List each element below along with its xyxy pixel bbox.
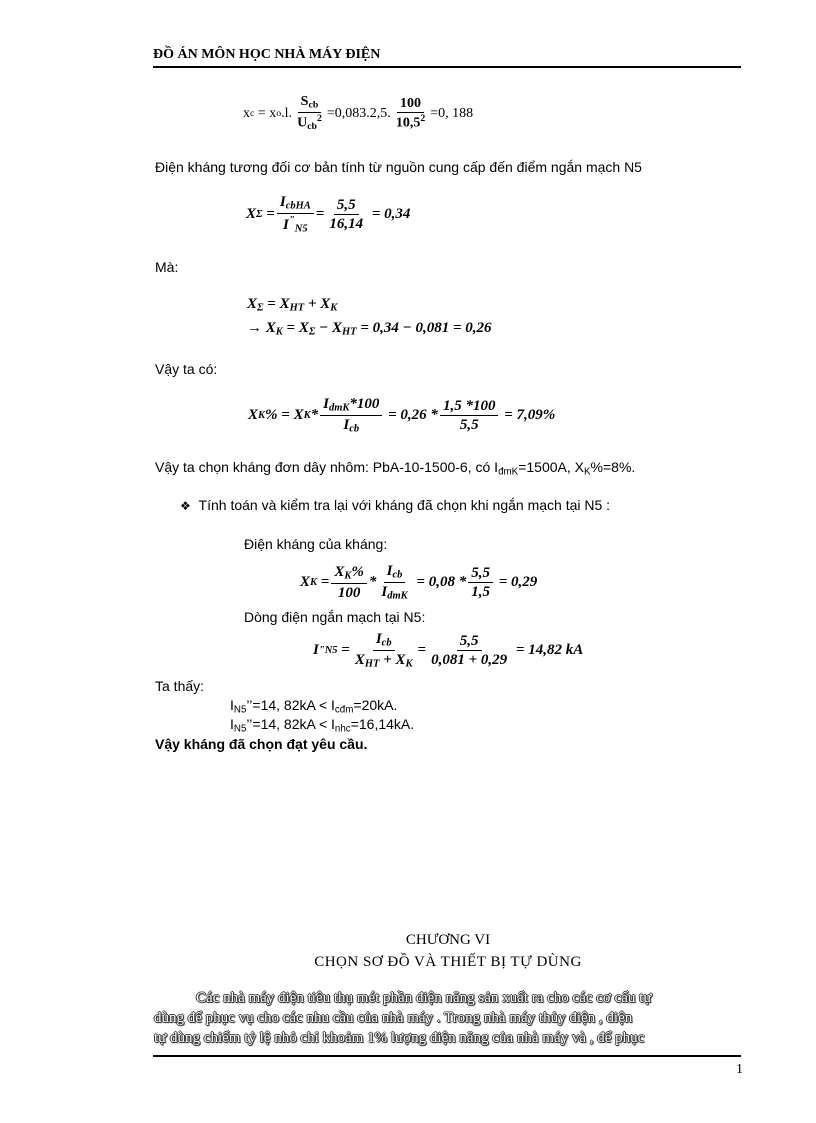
label-dien-khang: Điện kháng của kháng: bbox=[244, 536, 388, 552]
label-dong-dien: Dòng điện ngắn mạch tại N5: bbox=[244, 609, 426, 625]
equation-xk-derivation: → $X_K = X_\Sigma - X_{HT} = 0,34 - 0,081 = 0,26$ bbox=[247, 320, 492, 338]
conclusion-text: Vậy kháng đã chọn đạt yêu cầu. bbox=[155, 736, 368, 752]
chapter-number: CHƯƠNG VI bbox=[405, 932, 491, 948]
bullet-check-recalc: ❖ Tính toán và kiểm tra lại với kháng đã chọn khi ngắn mạch tại N5 : bbox=[180, 497, 611, 513]
comparison-thermal-current: $I_{N5}’’=14$, $82kA < I_{nhc}=16,14kA$. bbox=[230, 716, 415, 735]
chapter-title: CHỌN SƠ ĐỒ VÀ THIẾT BỊ TỰ DÙNG bbox=[314, 954, 582, 970]
equation-xc: x c = x o .l. $\frac{S_{cb}}{U_{cb}^2}$ =0,083.2,5. $\frac{100}{10,5^2}$ =0, 188 bbox=[243, 94, 474, 133]
label-ta-thay: Ta thấy: bbox=[155, 678, 205, 694]
footer-rule bbox=[153, 1055, 741, 1057]
chapter-body-line-3: tự dùng chiếm tỷ lệ nhỏ chỉ khoảm 1% lượng điện năng của nhà máy và , để phục bbox=[154, 1030, 645, 1046]
equation-xk-percent: X K % = X K * $\frac{I_{dmK}*100}{I_{cb}}$ = 0,26 * $\frac{1,5 *100}{5,5}$ = 7,09% bbox=[248, 396, 556, 435]
equation-x-sigma-sum: $X_\Sigma = X_{HT} + X_K$ bbox=[247, 296, 338, 314]
equation-xk: X K = $\frac{X_K\%}{100}$ * $\frac{I_{cb}}{I_{dmK}}$ = 0,08 * $\frac{5,5}{1,5}$ = 0,29 bbox=[300, 563, 538, 602]
label-vay-ta-co: Vậy ta có: bbox=[155, 361, 218, 377]
diamond-bullet-icon: ❖ bbox=[180, 499, 191, 513]
header-rule bbox=[153, 66, 741, 68]
chapter-body-line-1: Các nhà máy điện tiêu thụ mét phần điện năng sản xuất ra cho các cơ cấu tự bbox=[196, 990, 652, 1006]
paragraph-reactor-choice: Vậy ta chọn kháng đơn dây nhôm: PbA-10-1500-6, có $I_{đmK}=1500A$, $X_K\%=8\%$. bbox=[155, 459, 636, 478]
equation-x-sigma: X Σ = $\frac{I_{cbHA}}{I^"_{N5}}$ = $\frac{5,5}{16,14}$ = 0,34 bbox=[246, 194, 411, 235]
label-ma: Mà: bbox=[155, 259, 179, 275]
page-header-title: ĐỒ ÁN MÔN HỌC NHÀ MÁY ĐIỆN bbox=[153, 47, 381, 62]
page-number: 1 bbox=[736, 1062, 743, 1077]
paragraph-reactance-intro: Điện kháng tương đối cơ bản tính từ nguồn cung cấp đến điểm ngắn mạch N5 bbox=[155, 159, 642, 175]
equation-in5: I " N5 = $\frac{I_{cb}}{X_{HT} + X_K}$ = $\frac{5,5}{0,081 + 0,29}$ = 14,82 kA bbox=[313, 631, 584, 670]
comparison-rated-current: $I_{N5}’’=14$, $82kA < I_{cđm}=20kA$. bbox=[230, 697, 398, 716]
chapter-body-line-2: dùng để phục vụ cho các nhu cầu của nhà máy . Trong nhà máy thủy điện , điện bbox=[154, 1010, 633, 1026]
